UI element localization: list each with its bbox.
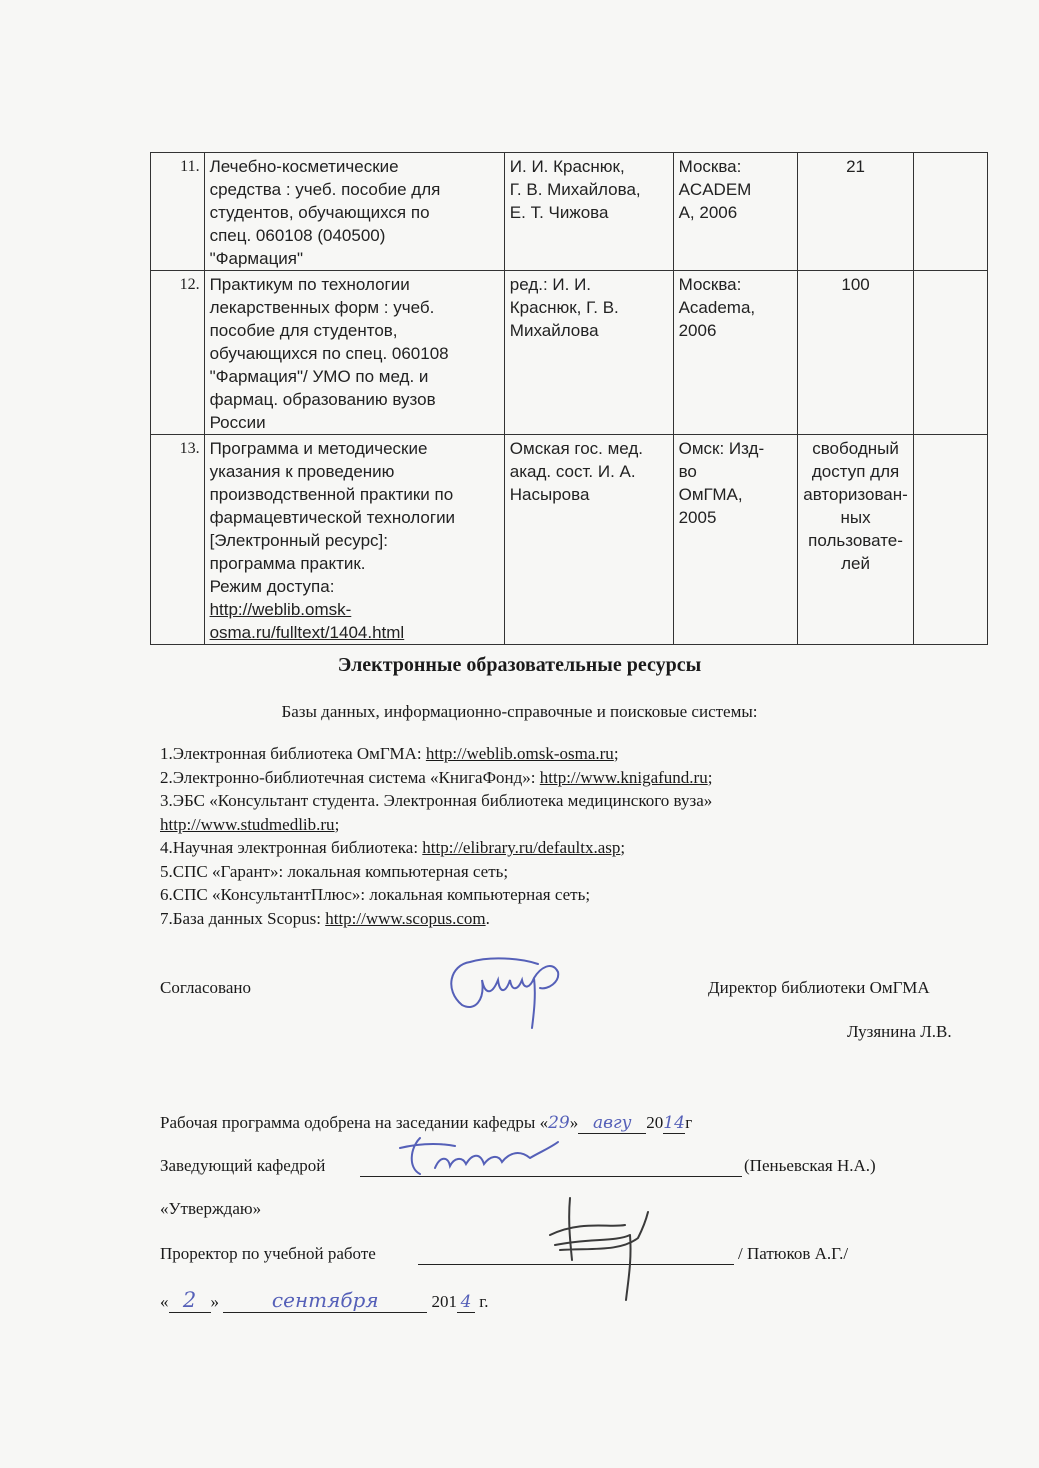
program-year-suffix: г — [685, 1113, 693, 1132]
title-line: Практикум по технологии — [209, 275, 410, 294]
literature-table-body — [151, 153, 988, 645]
title-line: "Фармация" — [209, 249, 304, 268]
resource-item — [160, 836, 860, 860]
resource-list — [160, 742, 860, 930]
title-line: фармацевтической технологии — [209, 508, 456, 527]
quantity-line: доступ для — [811, 462, 900, 481]
author-cell — [504, 271, 673, 435]
title-line: [Электронный ресурс]: — [209, 531, 388, 550]
title-line: Лечебно-косметические — [209, 157, 399, 176]
approve-label: «Утверждаю» — [160, 1199, 262, 1218]
author-line: И. И. Краснюк, — [509, 157, 625, 176]
row-number: 11. — [151, 153, 205, 271]
author-line: Омская гос. мед. — [509, 439, 644, 458]
resource-item — [160, 907, 860, 931]
publisher-line: Academa, — [678, 298, 756, 317]
resource-item — [160, 789, 860, 813]
resource-link[interactable]: http://weblib.omsk-osma.ru — [425, 744, 614, 763]
row-number: 13. — [151, 435, 205, 645]
date-close-quote: » — [210, 1292, 219, 1311]
publisher-cell — [673, 435, 797, 645]
publisher-line: Москва: — [678, 157, 742, 176]
prorector-signature — [530, 1190, 660, 1305]
resource-item — [160, 742, 860, 766]
resource-item — [160, 883, 860, 907]
resource-text: 3.ЭБС «Консультант студента. Электронная библиотека медицинского вуза» — [160, 791, 713, 810]
title-line: производственной практики по — [209, 485, 454, 504]
resource-suffix: ; — [613, 744, 619, 763]
program-month: авгу — [578, 1113, 646, 1134]
title-line: средства : учеб. пособие для — [209, 180, 441, 199]
publisher-line: 2005 — [678, 508, 717, 527]
date-day: 2 — [169, 1288, 211, 1313]
title-line: спец. 060108 (040500) — [209, 226, 386, 245]
resource-suffix: ; — [620, 838, 626, 857]
author-line: Е. Т. Чижова — [509, 203, 609, 222]
title-line: фармац. образованию вузов — [209, 390, 436, 409]
publisher-cell — [673, 271, 797, 435]
quantity-line: 100 — [841, 275, 870, 294]
resource-suffix: ; — [334, 814, 340, 834]
resource-text: 1.Электронная библиотека ОмГМА: — [160, 744, 426, 763]
quantity-line: авторизован- — [803, 485, 908, 504]
title-line: Программа и методические — [209, 439, 428, 458]
resource-text: 7.База данных Scopus: — [160, 908, 326, 928]
date-open-quote: « — [160, 1292, 169, 1311]
resource-link[interactable]: osma.ru/fulltext/1404.html — [209, 623, 405, 642]
empty-cell — [914, 271, 988, 435]
resource-suffix: ; — [707, 767, 713, 787]
title-cell — [204, 435, 504, 645]
title-line: "Фармация"/ УМО по мед. и — [209, 367, 429, 386]
resource-link[interactable]: http://weblib.omsk- — [209, 600, 352, 619]
quantity-line: свободный — [812, 439, 899, 458]
date-year-digit: 4 — [457, 1292, 475, 1313]
table-row — [151, 271, 988, 435]
resource-link[interactable]: http://www.studmedlib.ru — [160, 814, 335, 834]
agreed-label: Согласовано — [160, 978, 251, 997]
publisher-line: A, 2006 — [678, 203, 738, 222]
author-line: Насырова — [509, 485, 590, 504]
section-subheading: Базы данных, информационно-справочные и поисковые системы: — [281, 702, 758, 721]
date-year-suffix: г. — [479, 1292, 489, 1311]
title-line: пособие для студентов, — [209, 321, 398, 340]
author-line: ред.: И. И. — [509, 275, 592, 294]
program-approval-label: Рабочая программа одобрена на заседании кафедры « — [160, 1113, 549, 1132]
empty-cell — [914, 435, 988, 645]
approval-date — [160, 1288, 489, 1313]
director-title: Директор библиотеки ОмГМА — [708, 978, 930, 997]
title-line: программа практик. — [209, 554, 366, 573]
publisher-line: во — [678, 462, 697, 481]
resource-item — [160, 813, 860, 837]
resource-item — [160, 766, 860, 790]
publisher-line: ACADEM — [678, 180, 752, 199]
head-label: Заведующий кафедрой — [160, 1156, 326, 1175]
program-year-prefix: 20 — [646, 1113, 664, 1132]
date-year-prefix: 201 — [431, 1292, 457, 1311]
literature-table — [150, 152, 988, 645]
author-cell — [504, 153, 673, 271]
author-line: акад. сост. И. А. — [509, 462, 636, 481]
title-line: России — [209, 413, 266, 432]
quantity-cell — [797, 435, 913, 645]
title-cell — [204, 271, 504, 435]
title-line: указания к проведению — [209, 462, 395, 481]
table-row — [151, 435, 988, 645]
author-line: Краснюк, Г. В. — [509, 298, 619, 317]
resource-link[interactable]: http://www.scopus.com — [325, 908, 486, 928]
quantity-cell — [797, 271, 913, 435]
title-cell — [204, 153, 504, 271]
title-line: обучающихся по спец. 060108 — [209, 344, 449, 363]
resource-suffix: . — [485, 908, 490, 928]
title-line: Режим доступа: — [209, 577, 335, 596]
director-name: Лузянина Л.В. — [847, 1022, 952, 1041]
author-cell — [504, 435, 673, 645]
title-line: лекарственных форм : учеб. — [209, 298, 435, 317]
author-line: Г. В. Михайлова, — [509, 180, 641, 199]
program-year: 14 — [663, 1113, 685, 1133]
row-number: 12. — [151, 271, 205, 435]
quantity-cell — [797, 153, 913, 271]
publisher-line: 2006 — [678, 321, 717, 340]
head-name: (Пеньевская Н.А.) — [744, 1156, 876, 1175]
quantity-line: ных — [840, 508, 871, 527]
resource-text: 2.Электронно-библиотечная система «КнигаФонд»: — [160, 767, 540, 787]
resource-link[interactable]: http://www.knigafund.ru — [539, 767, 708, 787]
director-signature — [440, 950, 580, 1035]
resource-text: 6.СПС «КонсультантПлюс»: локальная компьютерная сеть; — [160, 885, 591, 904]
publisher-line: Омск: Изд- — [678, 439, 765, 458]
prorector-name: / Патюков А.Г./ — [738, 1244, 849, 1263]
table-row — [151, 153, 988, 271]
program-approval-text: Рабочая программа одобрена на заседании кафедры «29» авгу 2014г — [160, 1113, 693, 1133]
section-heading: Электронные образовательные ресурсы — [337, 654, 702, 676]
resource-text: 5.СПС «Гарант»: локальная компьютерная сеть; — [160, 861, 509, 881]
quantity-line: лей — [841, 554, 870, 573]
publisher-line: ОмГМА, — [678, 485, 743, 504]
resource-link[interactable]: http://elibrary.ru/defaultx.asp — [422, 838, 621, 857]
head-signature — [380, 1128, 570, 1183]
prorector-label: Проректор по учебной работе — [160, 1244, 376, 1263]
program-day: 29 — [548, 1113, 570, 1133]
publisher-line: Москва: — [678, 275, 742, 294]
title-line: студентов, обучающихся по — [209, 203, 430, 222]
empty-cell — [914, 153, 988, 271]
date-month: сентября — [223, 1288, 427, 1313]
resource-item — [160, 860, 860, 884]
author-line: Михайлова — [509, 321, 599, 340]
publisher-cell — [673, 153, 797, 271]
quantity-line: пользовате- — [808, 531, 903, 550]
resource-text: 4.Научная электронная библиотека: — [160, 838, 423, 857]
quantity-line: 21 — [846, 157, 865, 176]
